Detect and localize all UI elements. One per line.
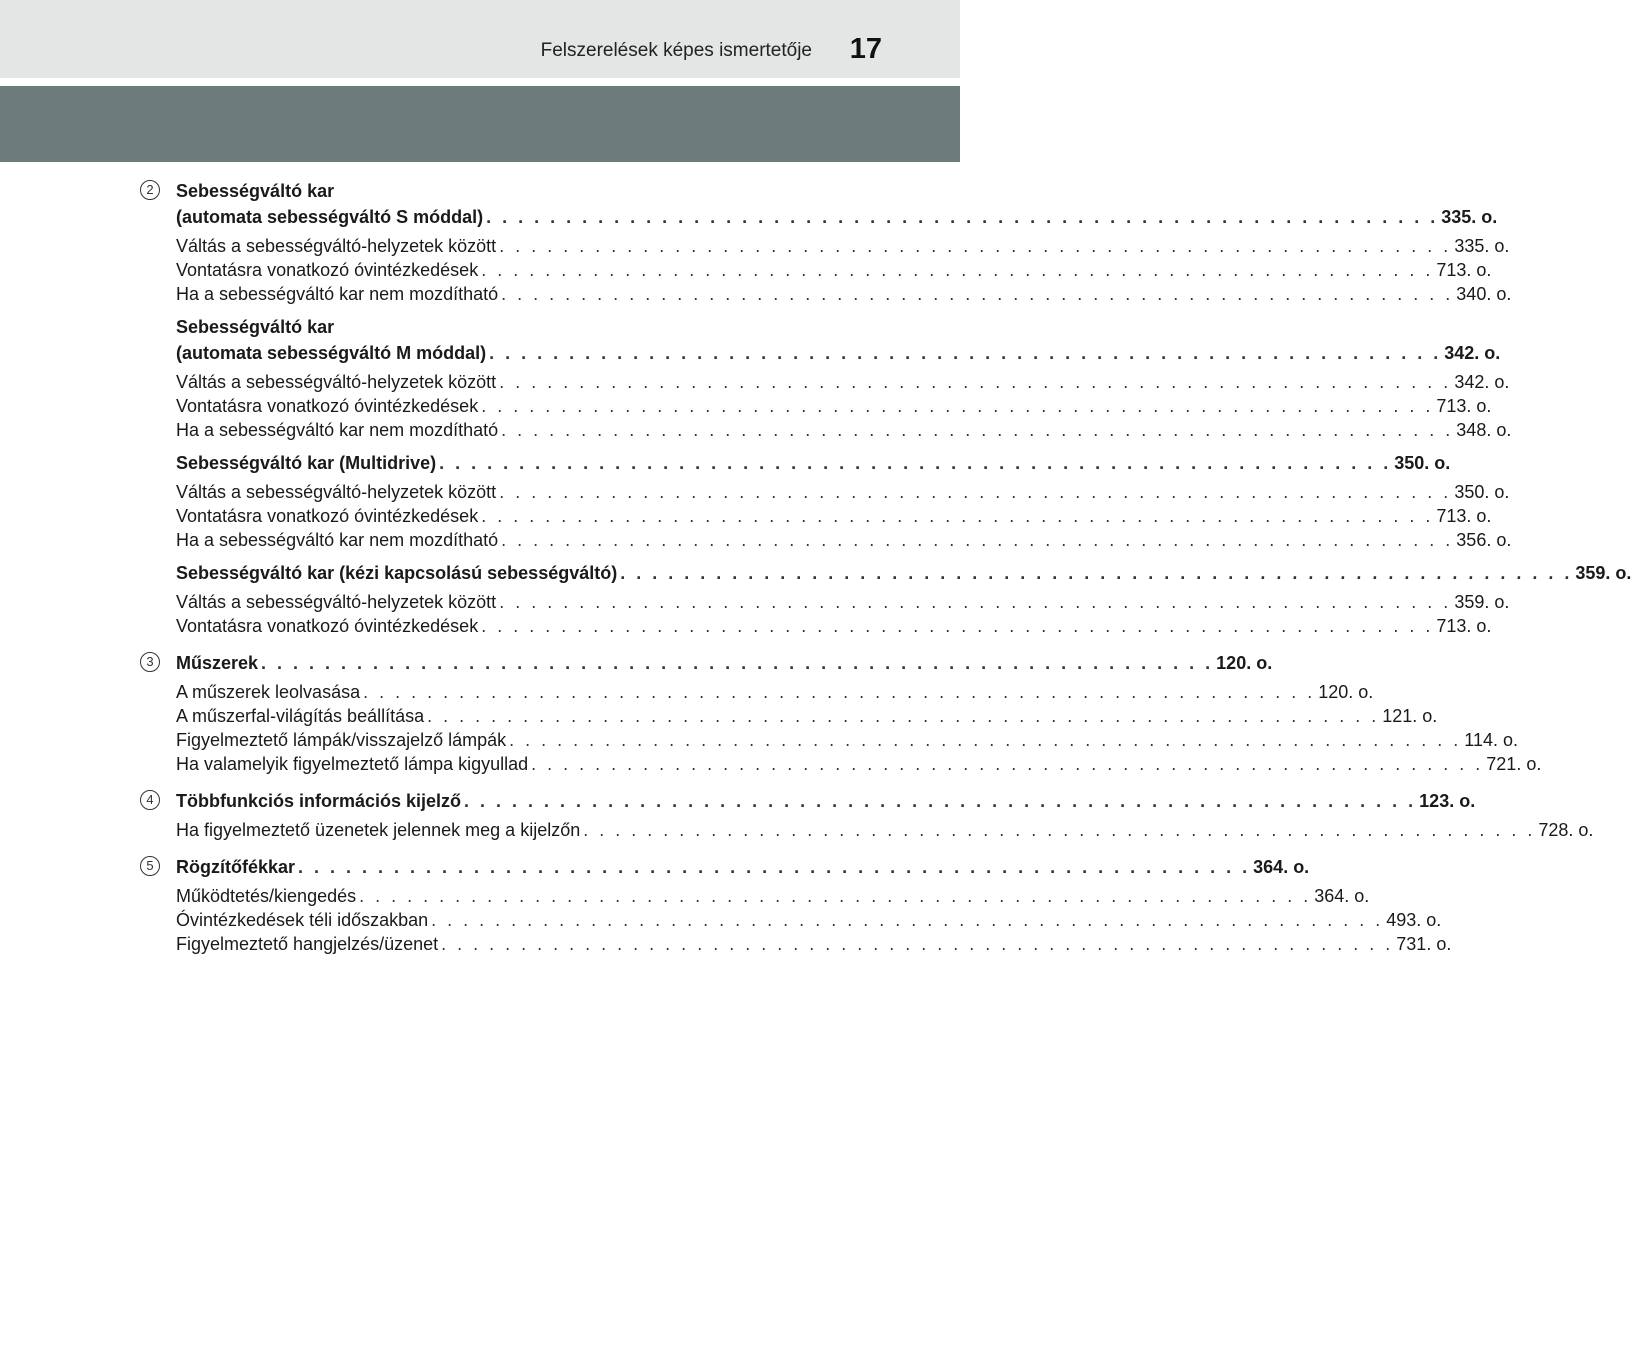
toc-group <box>176 854 1452 956</box>
dot-leader: . . . . . . . . . . . . . . . . . . . . . . . . . . . . . . . . . . . . . . . . . . . . . . . . . . . . . . . . . . . . <box>481 616 1434 636</box>
page-reference: 728. o. <box>1538 820 1594 840</box>
page-reference: 721. o. <box>1486 754 1542 774</box>
toc-item-list <box>176 884 1452 956</box>
dot-leader: . . . . . . . . . . . . . . . . . . . . . . . . . . . . . . . . . . . . . . . . . . . . . . . . . . . . . . . . . . . . <box>464 791 1417 811</box>
dot-leader: . . . . . . . . . . . . . . . . . . . . . . . . . . . . . . . . . . . . . . . . . . . . . . . . . . . . . . . . . . . . <box>499 236 1452 256</box>
toc-item-label: Ha a sebességváltó kar nem mozdítható <box>176 284 499 304</box>
dot-leader: . . . . . . . . . . . . . . . . . . . . . . . . . . . . . . . . . . . . . . . . . . . . . . . . . . . . . . . . . . . . <box>439 453 1392 473</box>
toc-heading-entry[interactable] <box>176 854 1310 880</box>
toc-section <box>146 788 1594 842</box>
page-number: 17 <box>849 33 882 65</box>
dot-leader: . . . . . . . . . . . . . . . . . . . . . . . . . . . . . . . . . . . . . . . . . . . . . . . . . . . . . . . . . . . . <box>499 592 1452 612</box>
toc-section <box>146 854 1452 956</box>
toc-item[interactable] <box>176 590 1510 614</box>
toc-item[interactable] <box>176 418 1512 442</box>
dot-leader: . . . . . . . . . . . . . . . . . . . . . . . . . . . . . . . . . . . . . . . . . . . . . . . . . . . . . . . . . . . . <box>427 706 1380 726</box>
toc-item-label: Vontatásra vonatkozó óvintézkedések <box>176 260 479 280</box>
page-reference: 493. o. <box>1386 910 1442 930</box>
toc-group <box>176 178 1512 306</box>
toc-item-label: Váltás a sebességváltó-helyzetek között <box>176 372 497 392</box>
toc-section <box>146 650 1542 776</box>
dot-leader: . . . . . . . . . . . . . . . . . . . . . . . . . . . . . . . . . . . . . . . . . . . . . . . . . . . . . . . . . . . . <box>481 506 1434 526</box>
page-reference: 335. o. <box>1454 236 1510 256</box>
toc-item-label: Váltás a sebességváltó-helyzetek között <box>176 482 497 502</box>
toc-heading-label: Sebességváltó kar (Multidrive) <box>176 453 437 473</box>
toc-item[interactable] <box>176 370 1510 394</box>
toc-item[interactable] <box>176 818 1594 842</box>
toc-heading-label: (automata sebességváltó S móddal) <box>176 207 484 227</box>
dot-leader: . . . . . . . . . . . . . . . . . . . . . . . . . . . . . . . . . . . . . . . . . . . . . . . . . . . . . . . . . . . . <box>489 343 1442 363</box>
toc-item[interactable] <box>176 528 1512 552</box>
toc-heading-entry[interactable] <box>176 204 1498 230</box>
page-reference: 364. o. <box>1314 886 1370 906</box>
toc-item-list <box>176 680 1542 776</box>
toc-item[interactable] <box>176 884 1370 908</box>
page-reference: 342. o. <box>1444 343 1501 363</box>
section-marker: 2 <box>140 180 160 200</box>
page-reference: 121. o. <box>1382 706 1438 726</box>
page-reference: 348. o. <box>1456 420 1512 440</box>
toc-item-label: Óvintézkedések téli időszakban <box>176 910 429 930</box>
toc-item[interactable] <box>176 908 1442 932</box>
toc-heading-label: Sebességváltó kar (kézi kapcsolású sebességváltó) <box>176 563 618 583</box>
toc-item[interactable] <box>176 282 1512 306</box>
toc-group <box>176 314 1512 442</box>
toc-item-list <box>176 480 1512 552</box>
toc-item-label: Ha a sebességváltó kar nem mozdítható <box>176 530 499 550</box>
toc-group <box>176 560 1631 638</box>
toc-heading-entry[interactable] <box>176 450 1451 476</box>
section-marker: 4 <box>140 790 160 810</box>
toc-item[interactable] <box>176 704 1438 728</box>
page-reference: 356. o. <box>1456 530 1512 550</box>
page-reference: 350. o. <box>1394 453 1451 473</box>
page-reference: 713. o. <box>1436 506 1492 526</box>
toc-heading-label: Rögzítőfékkar <box>176 857 296 877</box>
dot-leader: . . . . . . . . . . . . . . . . . . . . . . . . . . . . . . . . . . . . . . . . . . . . . . . . . . . . . . . . . . . . <box>261 653 1214 673</box>
page-reference: 120. o. <box>1216 653 1273 673</box>
toc-heading-label: Műszerek <box>176 653 259 673</box>
toc-item[interactable] <box>176 234 1510 258</box>
toc-item-label: Váltás a sebességváltó-helyzetek között <box>176 592 497 612</box>
toc-item-label: Vontatásra vonatkozó óvintézkedések <box>176 506 479 526</box>
toc-item-label: Figyelmeztető lámpák/visszajelző lámpák <box>176 730 507 750</box>
toc-item[interactable] <box>176 394 1492 418</box>
dot-leader: . . . . . . . . . . . . . . . . . . . . . . . . . . . . . . . . . . . . . . . . . . . . . . . . . . . . . . . . . . . . <box>481 396 1434 416</box>
dot-leader: . . . . . . . . . . . . . . . . . . . . . . . . . . . . . . . . . . . . . . . . . . . . . . . . . . . . . . . . . . . . <box>499 482 1452 502</box>
toc-item-list <box>176 590 1510 638</box>
decorative-band <box>0 86 960 162</box>
toc-heading-label: (automata sebességváltó M móddal) <box>176 343 487 363</box>
dot-leader: . . . . . . . . . . . . . . . . . . . . . . . . . . . . . . . . . . . . . . . . . . . . . . . . . . . . . . . . . . . . <box>501 420 1454 440</box>
toc-item[interactable] <box>176 504 1492 528</box>
page-reference: 731. o. <box>1396 934 1452 954</box>
dot-leader: . . . . . . . . . . . . . . . . . . . . . . . . . . . . . . . . . . . . . . . . . . . . . . . . . . . . . . . . . . . . <box>363 682 1316 702</box>
section-marker: 3 <box>140 652 160 672</box>
toc-group <box>176 650 1542 776</box>
toc-heading-entry[interactable] <box>176 788 1476 814</box>
toc-heading-entry[interactable] <box>176 560 1631 586</box>
toc-item-label: Figyelmeztető hangjelzés/üzenet <box>176 934 439 954</box>
toc-heading-label: Többfunkciós információs kijelző <box>176 791 462 811</box>
toc-group <box>176 450 1512 552</box>
toc-heading-entry[interactable] <box>176 340 1501 366</box>
toc-item[interactable] <box>176 728 1518 752</box>
dot-leader: . . . . . . . . . . . . . . . . . . . . . . . . . . . . . . . . . . . . . . . . . . . . . . . . . . . . . . . . . . . . <box>441 934 1394 954</box>
dot-leader: . . . . . . . . . . . . . . . . . . . . . . . . . . . . . . . . . . . . . . . . . . . . . . . . . . . . . . . . . . . . <box>509 730 1462 750</box>
page-reference: 364. o. <box>1253 857 1310 877</box>
toc-item-list <box>176 818 1594 842</box>
dot-leader: . . . . . . . . . . . . . . . . . . . . . . . . . . . . . . . . . . . . . . . . . . . . . . . . . . . . . . . . . . . . <box>583 820 1536 840</box>
page-reference: 123. o. <box>1419 791 1476 811</box>
dot-leader: . . . . . . . . . . . . . . . . . . . . . . . . . . . . . . . . . . . . . . . . . . . . . . . . . . . . . . . . . . . . <box>431 910 1384 930</box>
dot-leader: . . . . . . . . . . . . . . . . . . . . . . . . . . . . . . . . . . . . . . . . . . . . . . . . . . . . . . . . . . . . <box>620 563 1573 583</box>
toc-content <box>146 178 1631 968</box>
page-reference: 350. o. <box>1454 482 1510 502</box>
page-reference: 120. o. <box>1318 682 1374 702</box>
toc-item[interactable] <box>176 258 1492 282</box>
toc-item-label: Váltás a sebességváltó-helyzetek között <box>176 236 497 256</box>
toc-item-label: Ha a sebességváltó kar nem mozdítható <box>176 420 499 440</box>
page-reference: 359. o. <box>1575 563 1631 583</box>
page-reference: 340. o. <box>1456 284 1512 304</box>
page-reference: 713. o. <box>1436 396 1492 416</box>
toc-item[interactable] <box>176 614 1492 638</box>
dot-leader: . . . . . . . . . . . . . . . . . . . . . . . . . . . . . . . . . . . . . . . . . . . . . . . . . . . . . . . . . . . . <box>531 754 1484 774</box>
toc-group <box>176 788 1594 842</box>
dot-leader: . . . . . . . . . . . . . . . . . . . . . . . . . . . . . . . . . . . . . . . . . . . . . . . . . . . . . . . . . . . . <box>481 260 1434 280</box>
toc-section <box>146 178 1631 638</box>
toc-heading-text: Sebességváltó kar <box>176 181 335 201</box>
section-marker: 5 <box>140 856 160 876</box>
toc-item-label: Ha figyelmeztető üzenetek jelennek meg a kijelzőn <box>176 820 581 840</box>
toc-item-label: Vontatásra vonatkozó óvintézkedések <box>176 616 479 636</box>
dot-leader: . . . . . . . . . . . . . . . . . . . . . . . . . . . . . . . . . . . . . . . . . . . . . . . . . . . . . . . . . . . . <box>359 886 1312 906</box>
dot-leader: . . . . . . . . . . . . . . . . . . . . . . . . . . . . . . . . . . . . . . . . . . . . . . . . . . . . . . . . . . . . <box>499 372 1452 392</box>
dot-leader: . . . . . . . . . . . . . . . . . . . . . . . . . . . . . . . . . . . . . . . . . . . . . . . . . . . . . . . . . . . . <box>501 284 1454 304</box>
toc-item[interactable] <box>176 680 1374 704</box>
toc-item-label: Vontatásra vonatkozó óvintézkedések <box>176 396 479 416</box>
toc-item-label: A műszerek leolvasása <box>176 682 361 702</box>
dot-leader: . . . . . . . . . . . . . . . . . . . . . . . . . . . . . . . . . . . . . . . . . . . . . . . . . . . . . . . . . . . . <box>486 207 1439 227</box>
toc-item[interactable] <box>176 932 1452 956</box>
toc-item-label: A műszerfal-világítás beállítása <box>176 706 425 726</box>
page-reference: 342. o. <box>1454 372 1510 392</box>
toc-heading-entry[interactable] <box>176 650 1273 676</box>
page-reference: 713. o. <box>1436 616 1492 636</box>
page-reference: 114. o. <box>1464 730 1518 750</box>
header-band <box>0 0 960 78</box>
toc-item[interactable] <box>176 752 1542 776</box>
chapter-title: Felszerelések képes ismertetője <box>540 40 812 61</box>
toc-item-list <box>176 370 1512 442</box>
page-reference: 713. o. <box>1436 260 1492 280</box>
page-reference: 335. o. <box>1441 207 1498 227</box>
toc-item-list <box>176 234 1512 306</box>
toc-item-label: Ha valamelyik figyelmeztető lámpa kigyullad <box>176 754 529 774</box>
toc-heading-text: Sebességváltó kar <box>176 317 335 337</box>
dot-leader: . . . . . . . . . . . . . . . . . . . . . . . . . . . . . . . . . . . . . . . . . . . . . . . . . . . . . . . . . . . . <box>501 530 1454 550</box>
page-reference: 359. o. <box>1454 592 1510 612</box>
dot-leader: . . . . . . . . . . . . . . . . . . . . . . . . . . . . . . . . . . . . . . . . . . . . . . . . . . . . . . . . . . . . <box>298 857 1251 877</box>
toc-item-label: Működtetés/kiengedés <box>176 886 357 906</box>
toc-item[interactable] <box>176 480 1510 504</box>
